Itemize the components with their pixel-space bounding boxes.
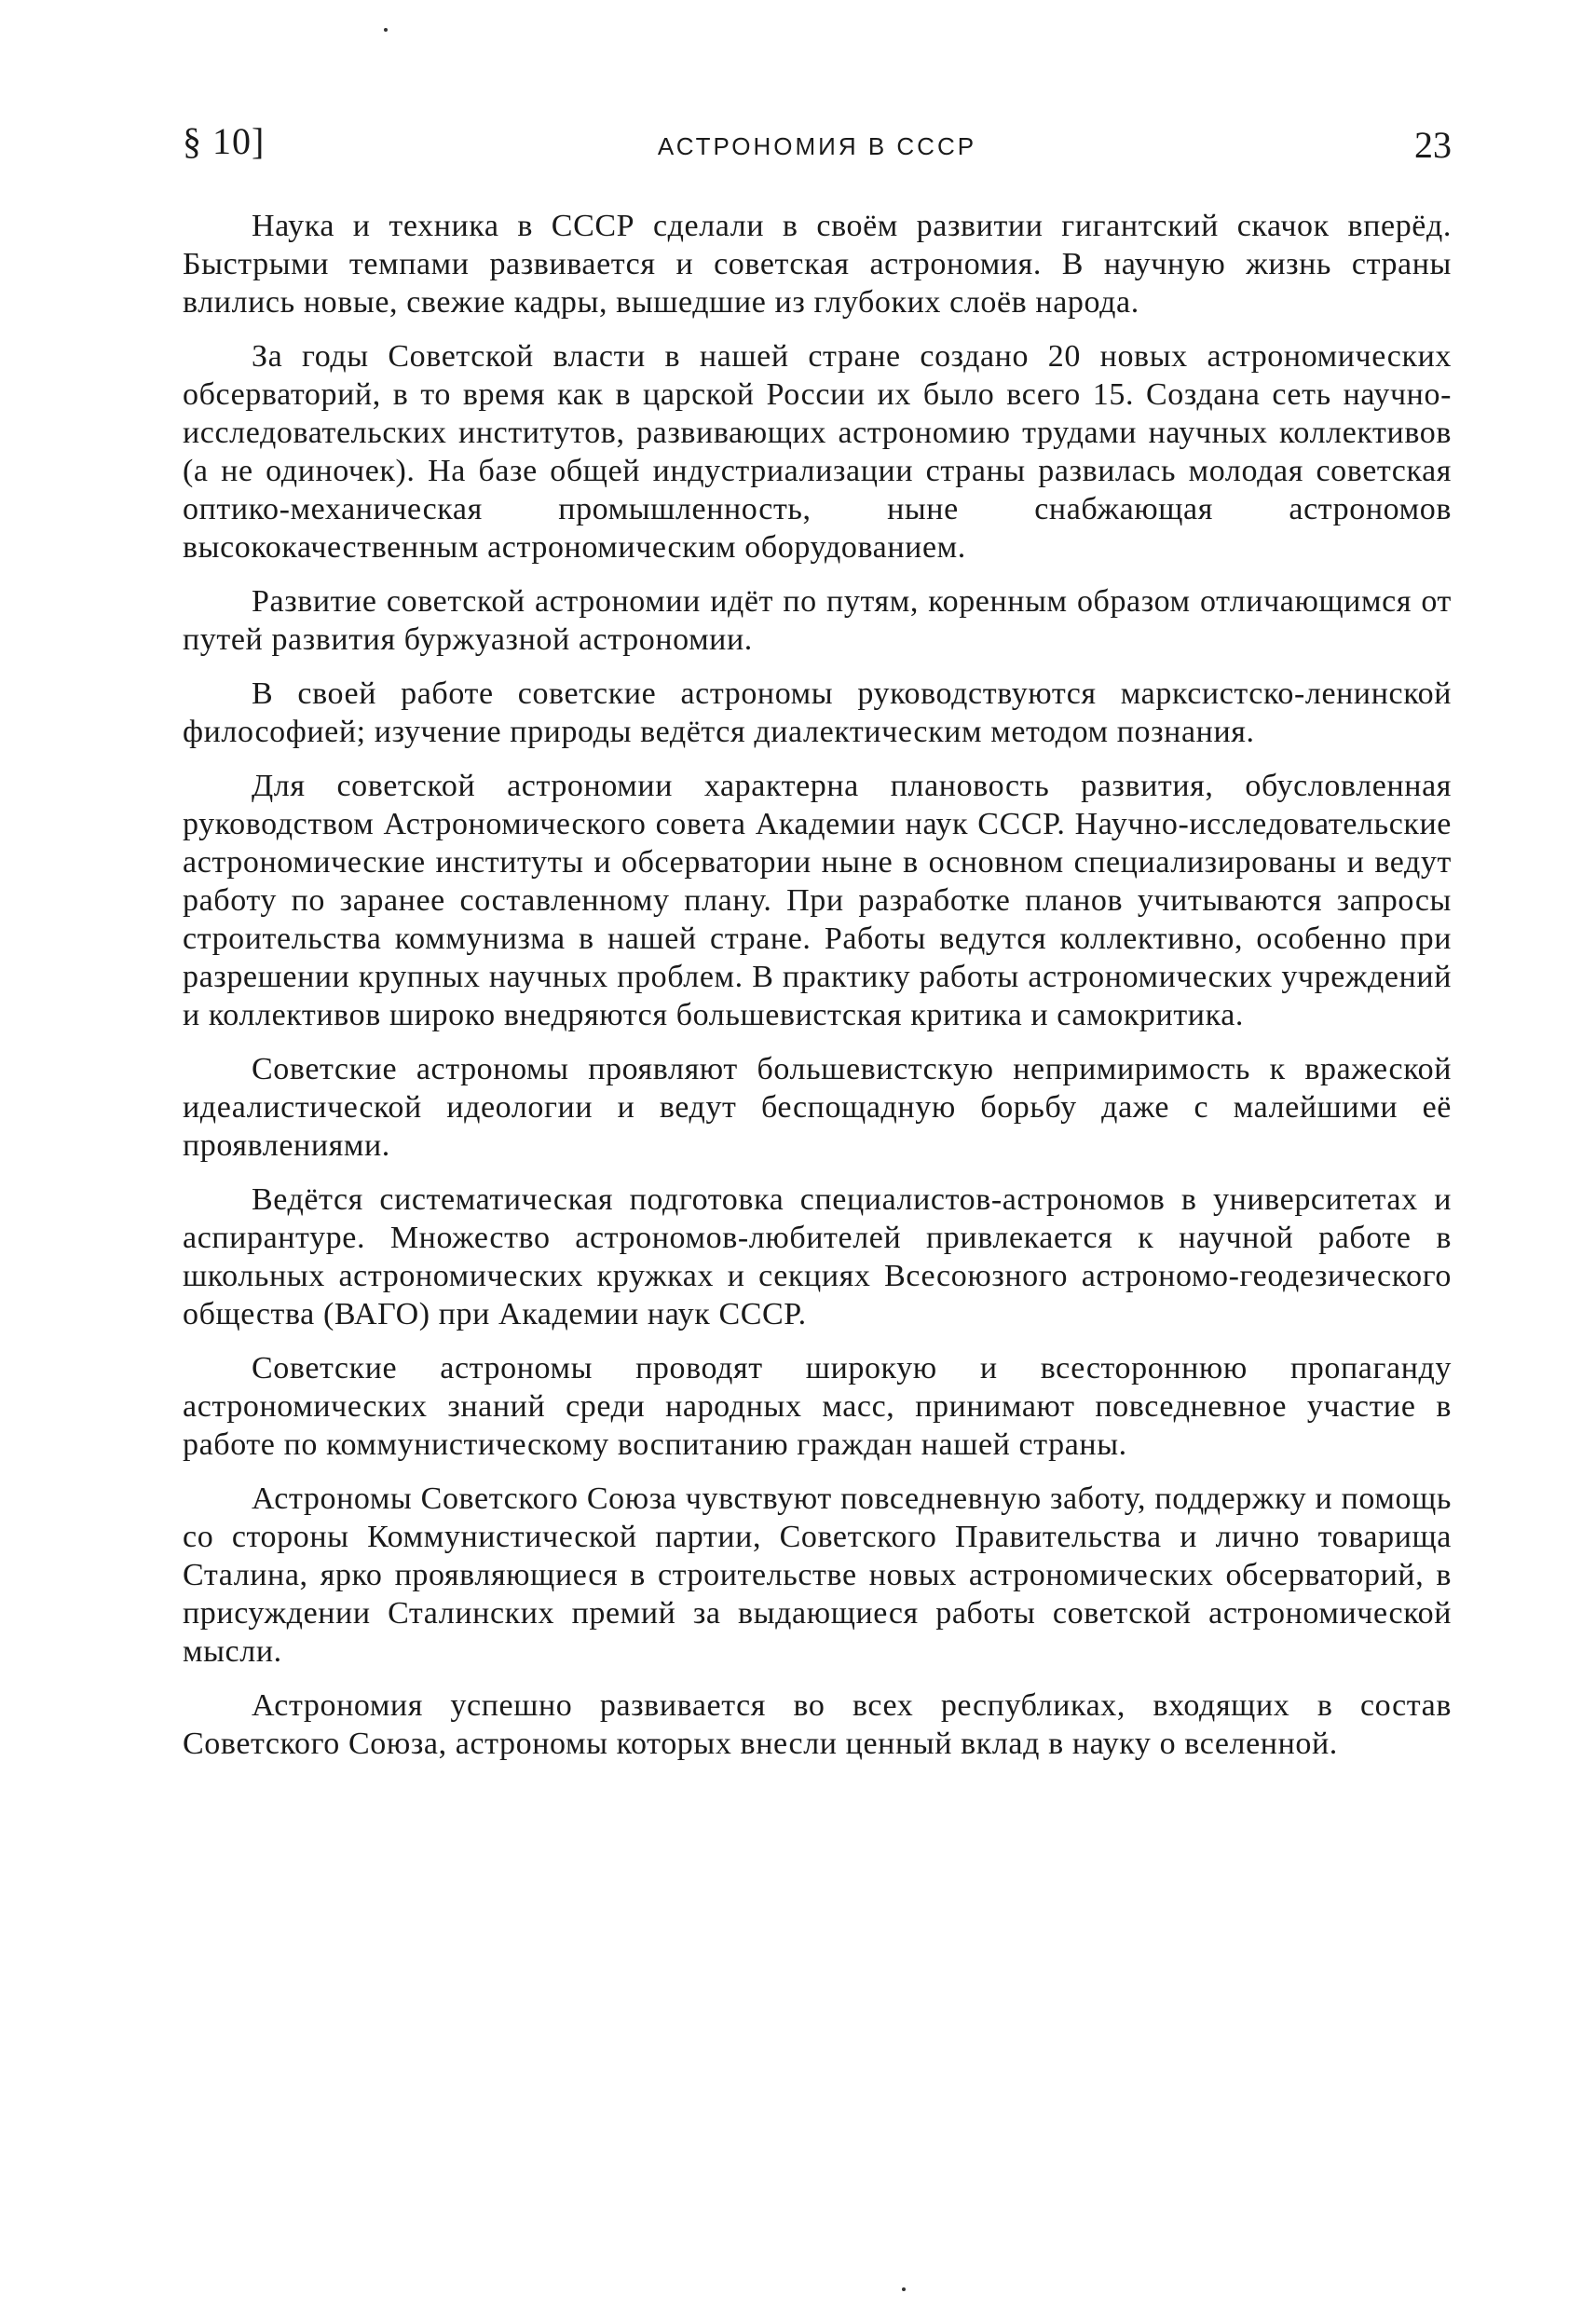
- running-header: [183, 119, 1452, 175]
- paragraph: Наука и техника в СССР сделали в своём развитии гигантский скачок вперёд. Быстрыми темпами развивается и советская астрономия. В научную жизнь страны влились новые, свежие кадры, вышедшие из глубоких слоёв народа.: [183, 209, 1452, 320]
- paragraph: Астрономы Советского Союза чувствуют повседневную заботу, поддержку и помощь со стороны Коммунистической партии, Советского Правительства и лично товарища Сталина, ярко проявляющиеся в строительстве новых астрономических обсерваторий, в присуждении Сталинских премий за выдающиеся работы советской астрономической мысли.: [183, 1481, 1452, 1669]
- paragraph: Советские астрономы проводят широкую и всестороннюю пропаганду астрономических знаний среди народных масс, принимают повседневное участие в работе по коммунистическому воспитанию граждан нашей страны.: [183, 1351, 1452, 1462]
- paragraph: За годы Советской власти в нашей стране создано 20 новых астрономических обсерваторий, в то время как в царской России их было всего 15. Создана сеть научно-исследовательских институтов, развивающих астрономию трудами научных коллективов (а не одиночек). На базе общей индустриализации страны развилась молодая советская оптико-механическая промышленность, ныне снабжающая астрономов высококачественным астрономическим оборудованием.: [183, 339, 1452, 565]
- paragraph: Для советской астрономии характерна плановость развития, обусловленная руководством Астрономического совета Академии наук СССР. Научно-исследовательские астрономические институты и обсерватории ныне в основном специализированы и ведут работу по заранее составленному плану. При разработке планов учитываются запросы строительства коммунизма в нашей стране. Работы ведутся коллективно, особенно при разрешении крупных научных проблем. В практику работы астрономических учреждений и коллективов широко внедряются большевистская критика и самокритика.: [183, 769, 1452, 1032]
- body-text: [183, 207, 1452, 1779]
- scan-speck: [384, 28, 388, 32]
- running-title: АСТРОНОМИЯ В СССР: [657, 132, 977, 160]
- paragraph: Советские астрономы проявляют большевистскую непримиримость к вражеской идеалистической идеологии и ведут беспощадную борьбу даже с малейшими её проявлениями.: [183, 1052, 1452, 1163]
- scan-speck: [902, 2287, 906, 2291]
- paragraph: Астрономия успешно развивается во всех республиках, входящих в состав Советского Союза, астрономы которых внесли ценный вклад в науку о вселенной.: [183, 1688, 1452, 1761]
- section-marker: § 10]: [183, 120, 266, 162]
- paragraph: Ведётся систематическая подготовка специалистов-астрономов в университетах и аспирантуре. Множество астрономов-любителей привлекается к научной работе в школьных астрономических кружках и секциях Всесоюзного астрономо-геодезического общества (ВАГО) при Академии наук СССР.: [183, 1182, 1452, 1331]
- paragraph: В своей работе советские астрономы руководствуются марксистско-ленинской философией; изучение природы ведётся диалектическим методом познания.: [183, 676, 1452, 749]
- page-number: 23: [1414, 124, 1452, 166]
- paragraph: Развитие советской астрономии идёт по путям, коренным образом отличающимся от путей развития буржуазной астрономии.: [183, 584, 1452, 657]
